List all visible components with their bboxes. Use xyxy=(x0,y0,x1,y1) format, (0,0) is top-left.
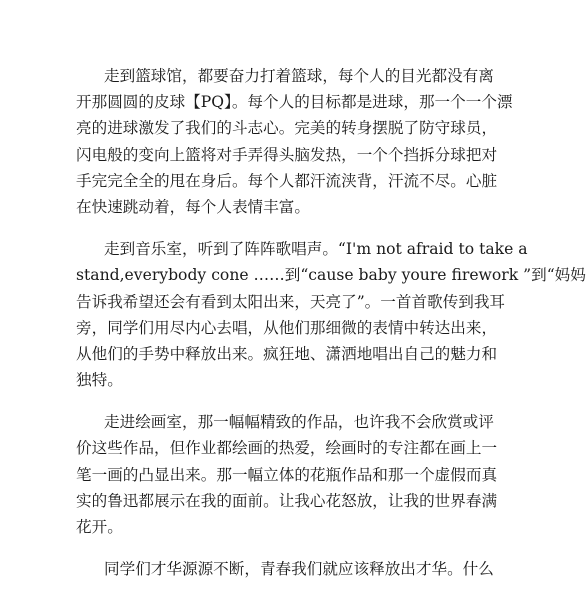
paragraph-talent xyxy=(76,556,494,582)
text-line: 在快速跳动着，每个人表情丰富。 xyxy=(76,197,310,216)
text-line: 闪电般的变向上篮将对手弄得头脑发热，一个个挡拆分球把对 xyxy=(76,145,498,164)
text-line: 亮的进球激发了我们的斗志心。完美的转身摆脱了防守球员， xyxy=(76,119,498,138)
text-line: 走到音乐室，听到了阵阵歌唱声。“I'm not afraid to take a xyxy=(104,240,528,259)
text-line: 花开。 xyxy=(76,518,123,536)
text-line: 实的鲁迅都展示在我的面前。让我心花怒放，让我的世界春满 xyxy=(76,491,498,510)
document-body xyxy=(76,63,586,598)
text-line: 走进绘画室，那一幅幅精致的作品，也许我不会欣赏或评 xyxy=(104,413,494,432)
text-line: 同学们才华源源不断，青春我们就应该释放出才华。什么 xyxy=(104,560,494,579)
paragraph-basketball xyxy=(76,63,513,220)
text-line: 笔一画的凸显出来。那一幅立体的花瓶作品和那一个虚假而真 xyxy=(76,465,498,484)
text-line: 手完完全全的甩在身后。每个人都汗流浃背，汗流不尽。心脏 xyxy=(76,171,498,190)
text-line: 告诉我希望还会有看到太阳出来，天亮了”。一首首歌传到我耳 xyxy=(76,292,506,311)
text-line: 价这些作品，但作业都绘画的热爱，绘画时的专注都在画上一 xyxy=(76,439,498,458)
text-line: 开那圆圆的皮球【PQ】。每个人的目标都是进球，那一个一个漂 xyxy=(76,93,513,112)
text-line: 从他们的手势中释放出来。疯狂地、潇洒地唱出自己的魅力和 xyxy=(76,344,498,363)
text-line: 旁，同学们用尽内心去唱，从他们那细微的表情中转达出来， xyxy=(76,318,498,337)
paragraph-music xyxy=(76,236,586,393)
text-line: 走到篮球馆，都要奋力打着篮球，每个人的目光都没有离 xyxy=(104,67,494,85)
paragraph-painting xyxy=(76,409,498,540)
text-line: stand,everybody cone ……到“cause baby youre firework ”到“妈妈 xyxy=(76,266,586,285)
text-line: 独特。 xyxy=(76,371,123,390)
